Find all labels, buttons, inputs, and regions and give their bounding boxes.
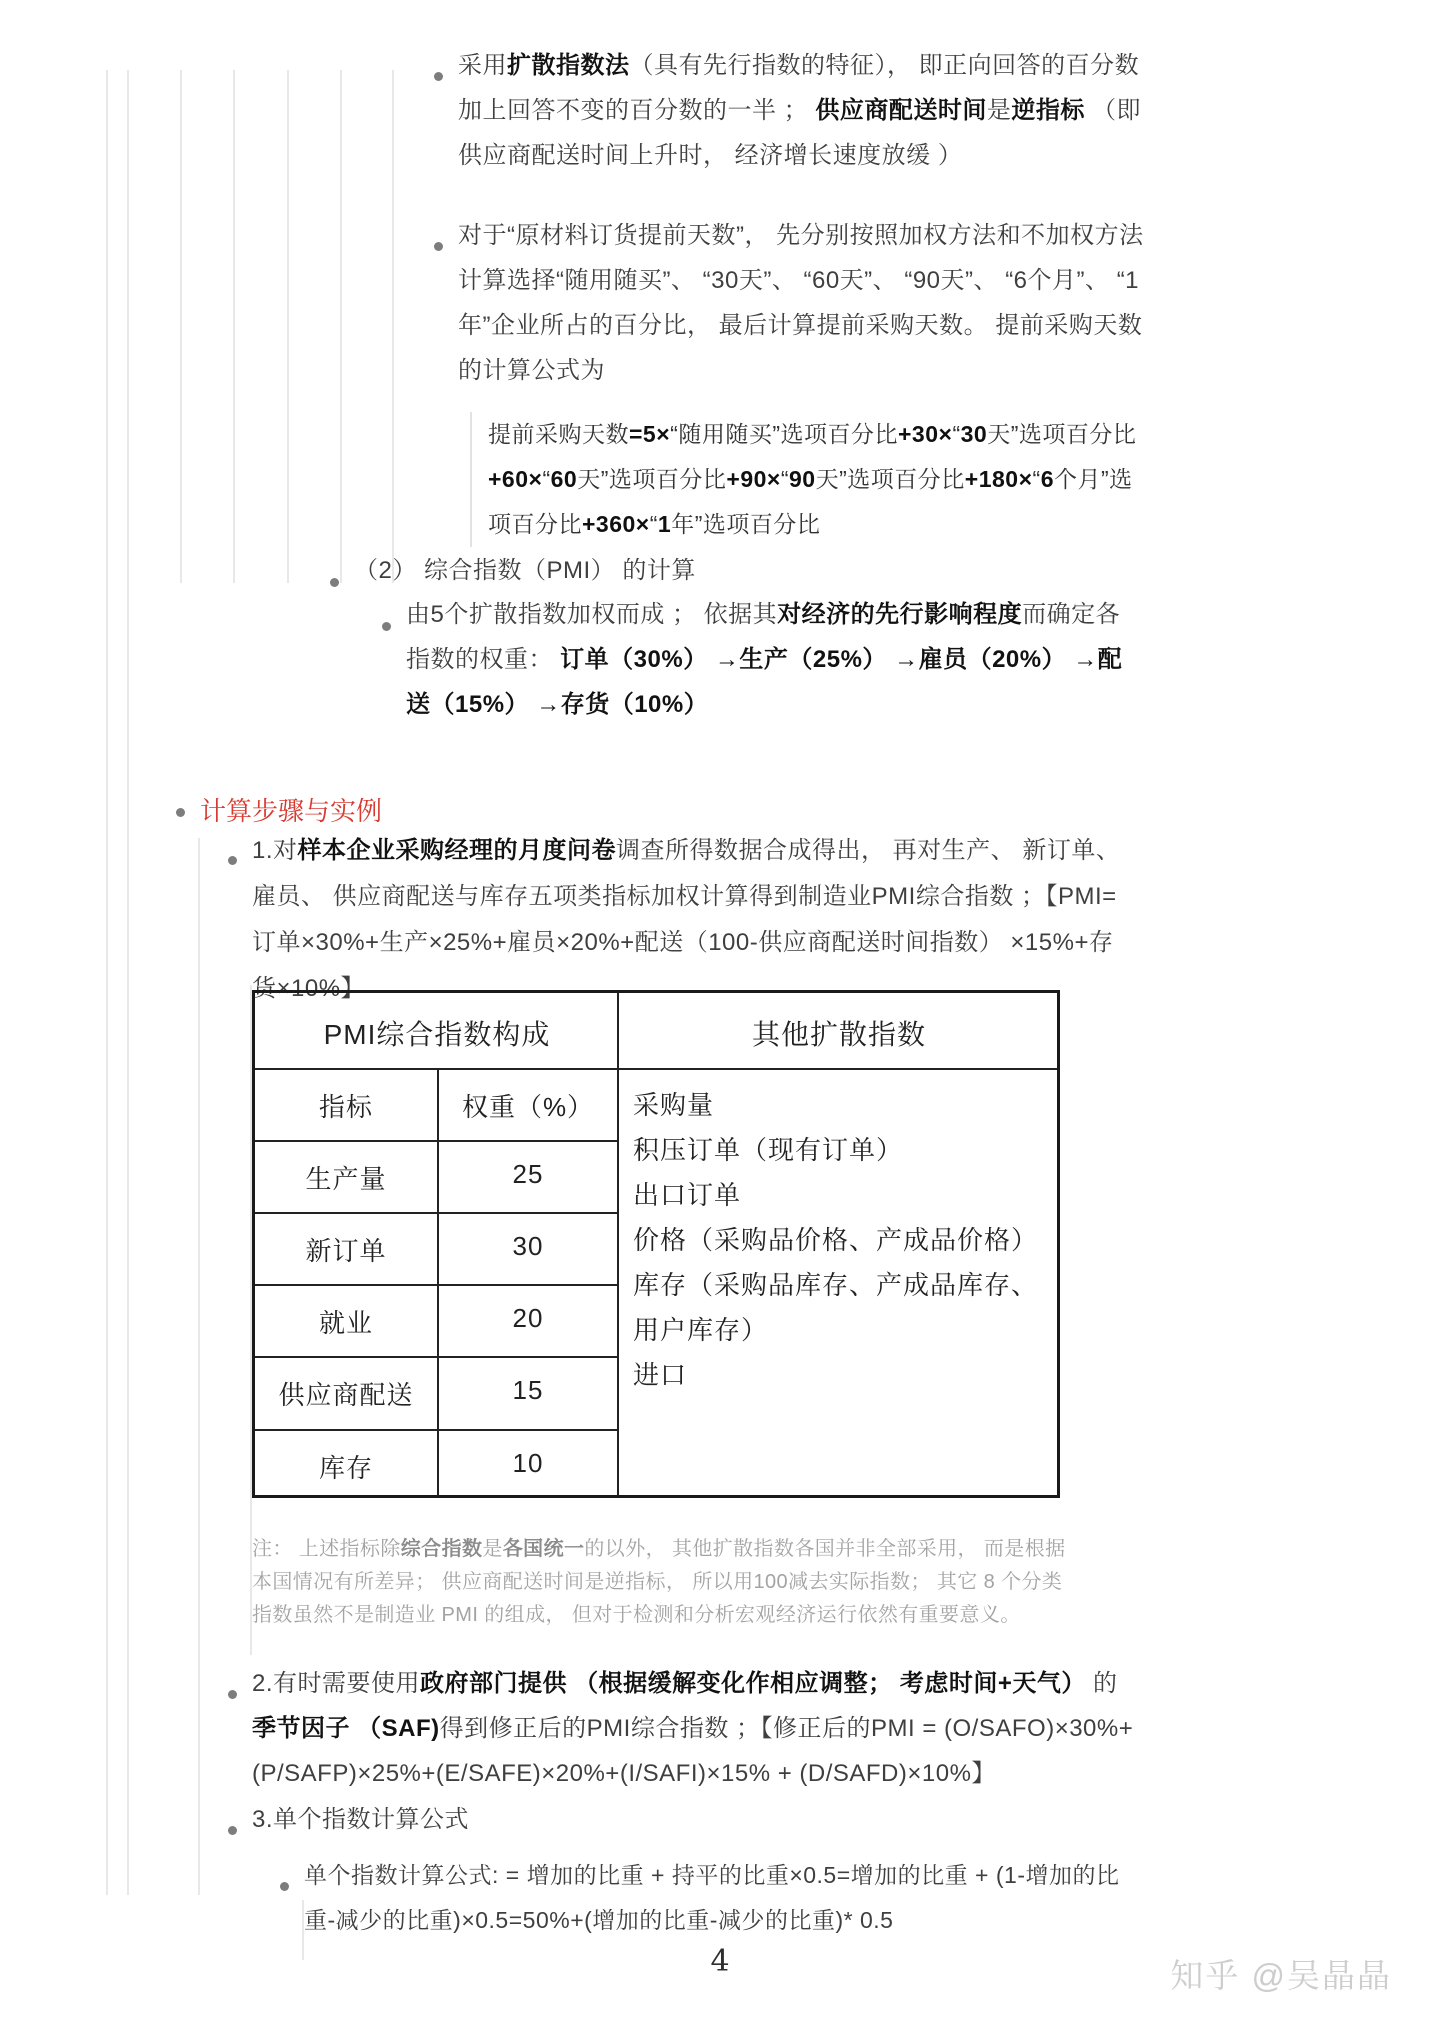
table-row-value: 15 <box>512 1375 544 1405</box>
paragraph-step3: 3.单个指数计算公式 <box>252 1806 470 1833</box>
indent-guide <box>127 70 129 1895</box>
table-row-value: 25 <box>512 1159 544 1189</box>
section-heading-calculation-steps: 计算步骤与实例 <box>200 796 383 826</box>
zhihu-watermark: 知乎 @吴晶晶 <box>1170 1957 1392 1994</box>
paragraph-single-index-formula: 单个指数计算公式: = 增加的比重 + 持平的比重×0.5=增加的比重 + (1-增加的比重-减少的比重)×0.5=50%+(增加的比重-减少的比重)* 0.5 <box>304 1862 1120 1933</box>
indent-guide <box>233 70 235 583</box>
table-row-label: 库存 <box>318 1453 373 1483</box>
heading-pmi-calculation: （2） 综合指数（PMI） 的计算 <box>354 557 696 584</box>
table-row-label: 新订单 <box>305 1236 387 1266</box>
indent-guide <box>180 70 182 583</box>
other-index-line: 出口订单 <box>633 1180 742 1210</box>
indent-guide <box>106 70 108 1895</box>
table-header-other-indexes: 其他扩散指数 <box>751 1019 926 1050</box>
indent-guide <box>198 838 200 1895</box>
table-footnote: 注： 上述指标除综合指数是各国统一的以外， 其他扩散指数各国并非全部采用， 而是根据本国情况有所差异； 供应商配送时间是逆指标， 所以用100减去实际指数； 其它 8 个分类指数虽然不是制造业 PMI 的组成， 但对于检测和分析宏观经济运行依然有重要意义。 <box>252 1538 1066 1626</box>
bullet-icon <box>434 72 443 81</box>
table-col-indicator: 指标 <box>318 1092 373 1122</box>
table-header-pmi-composition: PMI综合指数构成 <box>323 1019 551 1050</box>
bullet-icon <box>228 1826 237 1835</box>
table-row-divider <box>255 1429 619 1431</box>
bullet-icon <box>382 622 391 631</box>
indent-guide <box>340 70 342 583</box>
paragraph-index-weights: 由5个扩散指数加权而成 ； 依据其对经济的先行影响程度而确定各指数的权重： 订单（30%） →生产（25%） →雇员（20%） →配送（15%） →存货（10%） <box>406 601 1123 718</box>
table-row-divider <box>255 1212 619 1214</box>
bullet-icon <box>330 578 339 587</box>
other-index-line: 积压订单（现有订单） <box>633 1135 904 1165</box>
paragraph-leadtime: 对于“原材料订货提前天数”， 先分别按照加权方法和不加权方法计算选择“随用随买”、 “30天”、 “60天”、 “90天”、 “6个月”、 “1年”企业所占的百分比， 最后计算提前采购天数。 提前采购天数的计算公式为 <box>458 222 1144 384</box>
paragraph-step1: 1.对样本企业采购经理的月度问卷调查所得数据合成得出， 再对生产、 新订单、 雇员、 供应商配送与库存五项类指标加权计算得到制造业PMI综合指数 ；【PMI=订单×30%+生产×25%+雇员×20%+配送（100-供应商配送时间指数） ×15%+存货×10%】 <box>252 837 1121 1002</box>
bullet-icon <box>434 242 443 251</box>
table-row-divider <box>255 1356 619 1358</box>
indent-guide <box>287 70 289 583</box>
bullet-icon <box>228 1690 237 1699</box>
paragraph-step2: 2.有时需要使用政府部门提供 （根据缓解变化作相应调整； 考虑时间+天气） 的季节因子 （SAF)得到修正后的PMI综合指数 ；【修正后的PMI = (O/SAFO)×30%+ (P/SAFP)×25%+(E/SAFE)×20%+(I/SAFI)×15% + (D/SAFD)×10%】 <box>252 1670 1134 1787</box>
bullet-icon <box>176 808 185 817</box>
other-index-line: 库存（采购品库存、产成品库存、 <box>633 1270 1039 1300</box>
table-row-value: 20 <box>512 1303 544 1333</box>
table-row-label: 就业 <box>318 1308 373 1338</box>
table-row-divider <box>255 1284 619 1286</box>
table-col-weight: 权重（%） <box>461 1092 595 1122</box>
table-row-value: 10 <box>512 1448 544 1478</box>
table-row-divider <box>255 1140 619 1142</box>
other-index-line: 价格（采购品价格、产成品价格） <box>633 1225 1039 1255</box>
bullet-icon <box>228 856 237 865</box>
bullet-icon <box>280 1882 289 1891</box>
pmi-composition-table <box>252 990 1060 1498</box>
other-index-line: 采购量 <box>633 1090 715 1120</box>
table-row-label: 生产量 <box>305 1164 387 1194</box>
leadtime-formula-block: 提前采购天数=5×“随用随买”选项百分比+30×“30天”选项百分比+60×“60天”选项百分比+90×“90天”选项百分比+180×“6个月”选项百分比+360×“1年”选项百分比 <box>470 412 1143 547</box>
indent-guide <box>392 70 394 583</box>
other-index-line: 进口 <box>633 1360 688 1390</box>
table-row-value: 30 <box>512 1231 544 1261</box>
other-index-line: 用户库存） <box>633 1315 769 1345</box>
table-row-divider <box>255 1068 1057 1070</box>
page-number: 4 <box>710 1944 730 1979</box>
paragraph-diffusion-method: 采用扩散指数法（具有先行指数的特征）， 即正向回答的百分数加上回答不变的百分数的一半 ； 供应商配送时间是逆指标 （即 供应商配送时间上升时， 经济增长速度放缓 ） <box>458 52 1142 169</box>
table-row-label: 供应商配送 <box>278 1380 414 1410</box>
